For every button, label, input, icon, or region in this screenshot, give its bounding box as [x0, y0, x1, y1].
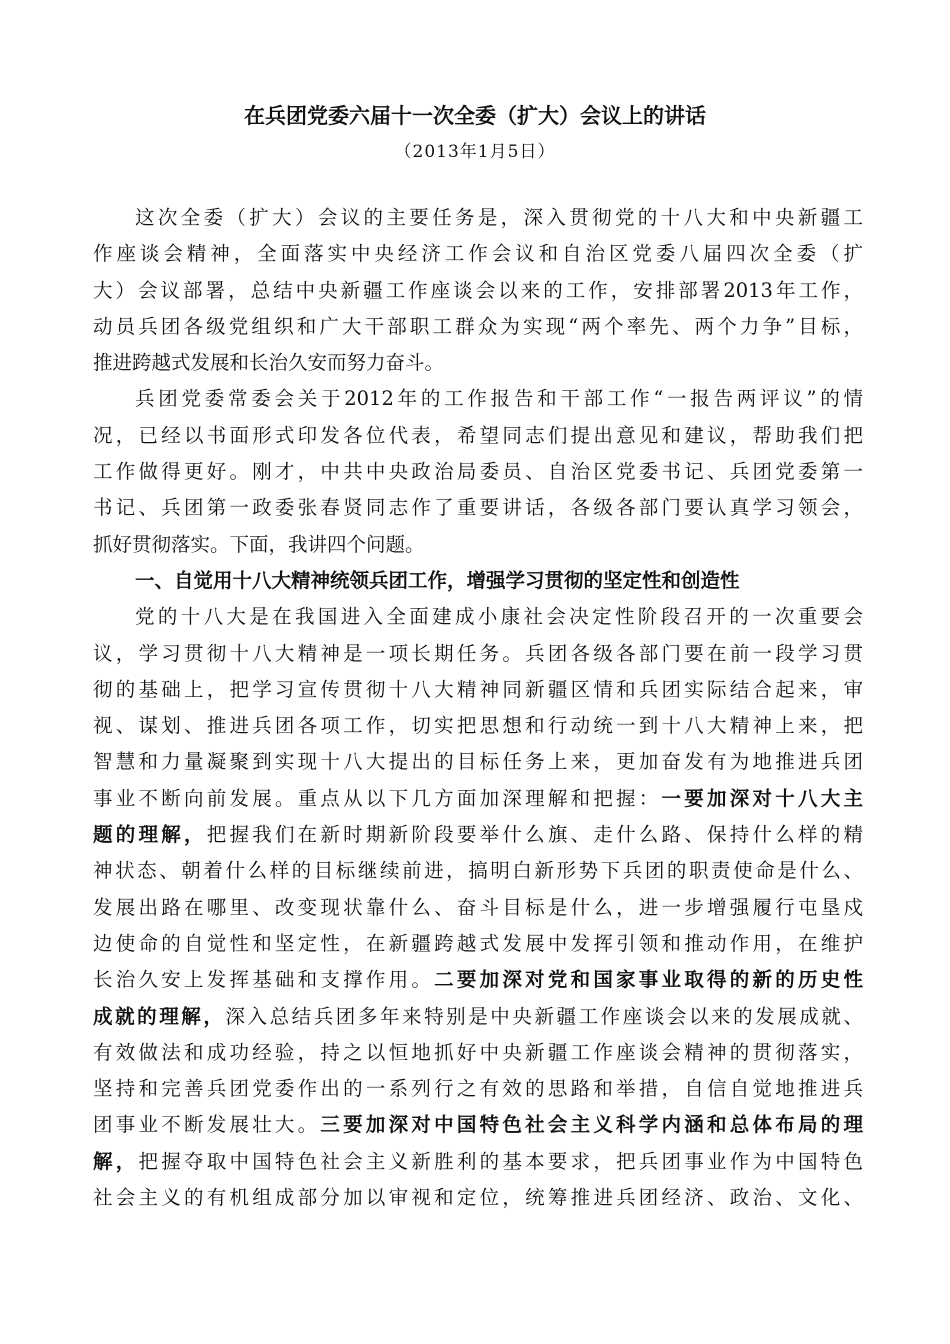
- line-text: 长治久安上发挥基础和支撑作用。: [93, 968, 435, 992]
- line-text: 动员兵团各级党组织和广大干部职工群众为实现“两个率先、两个力争”目标，: [93, 314, 863, 338]
- emphasis-text: 题的理解，: [93, 823, 207, 847]
- line-text: 视、谋划、推进兵团各项工作，切实把思想和行动统一到十八大精神上来，把: [93, 714, 863, 738]
- emphasis-text: 三要加深对中国特色社会主义科学内涵和总体布局的理: [320, 1113, 863, 1137]
- text-line: [93, 599, 863, 635]
- line-text: 这次全委（扩大）会议的主要任务是，深入贯彻党的十八大和中央新疆工: [135, 206, 863, 229]
- line-text: 社会主义的有机组成部分加以审视和定位，统筹推进兵团经济、政治、文化、: [93, 1186, 863, 1210]
- line-text: 一、自觉用十八大精神统领兵团工作，增强学习贯彻的坚定性和创造性: [135, 568, 740, 592]
- line-text: 把握夺取中国特色社会主义新胜利的基本要求，把兵团事业作为中国特色: [138, 1149, 863, 1173]
- line-text: 推进跨越式发展和长治久安而努力奋斗。: [93, 351, 445, 375]
- text-line: [93, 672, 863, 708]
- text-line: [93, 1071, 863, 1107]
- document-title: 在兵团党委六届十一次全委（扩大）会议上的讲话: [244, 103, 706, 128]
- line-text: 发展出路在哪里、改变现状靠什么、奋斗目标是什么，进一步增强履行屯垦戍: [93, 895, 863, 919]
- line-text: 边使命的自觉性和坚定性，在新疆跨越式发展中发挥引领和推动作用，在维护: [93, 931, 863, 955]
- document-body: [93, 200, 863, 1216]
- text-line: [93, 962, 863, 998]
- text-line: [93, 200, 863, 236]
- text-line: [93, 1035, 863, 1071]
- text-line: [93, 454, 863, 490]
- line-text: 作座谈会精神，全面落实中央经济工作会议和自治区党委八届四次全委（扩: [93, 242, 863, 266]
- section-heading: [93, 563, 863, 599]
- line-text: 把握我们在新时期新阶段要举什么旗、走什么路、保持什么样的精: [206, 823, 863, 847]
- line-text: 坚持和完善兵团党委作出的一系列行之有效的思路和举措，自信自觉地推进兵: [93, 1077, 863, 1101]
- text-line: [93, 273, 863, 309]
- text-line: [93, 636, 863, 672]
- text-line: [93, 999, 863, 1035]
- text-line: [93, 1107, 863, 1143]
- line-text: 党的十八大是在我国进入全面建成小康社会决定性阶段召开的一次重要会: [135, 605, 863, 629]
- line-text: 团事业不断发展壮大。: [93, 1113, 321, 1137]
- text-line: [93, 708, 863, 744]
- line-text: 工作做得更好。刚才，中共中央政治局委员、自治区党委书记、兵团党委第一: [93, 460, 863, 484]
- text-line: [93, 890, 863, 926]
- text-line: [93, 309, 863, 345]
- emphasis-text: 一要加深对十八大主: [661, 786, 863, 810]
- line-text: 抓好贯彻落实。下面，我讲四个问题。: [93, 532, 425, 556]
- text-line: [93, 744, 863, 780]
- emphasis-text: 解，: [93, 1149, 139, 1173]
- line-text: 况，已经以书面形式印发各位代表，希望同志们提出意见和建议，帮助我们把: [93, 423, 863, 447]
- line-text: 有效做法和成功经验，持之以恒地抓好中央新疆工作座谈会精神的贯彻落实，: [93, 1040, 863, 1064]
- text-line: [93, 817, 863, 853]
- line-text: 事业不断向前发展。重点从以下几方面加深理解和把握：: [93, 786, 662, 810]
- text-line: [93, 418, 863, 454]
- line-text: 智慧和力量凝聚到实现十八大提出的目标任务上来，更加奋发有为地推进兵团: [93, 750, 863, 774]
- emphasis-text: 成就的理解，: [93, 1004, 226, 1028]
- text-line: [93, 236, 863, 272]
- text-line: [93, 853, 863, 889]
- line-text: 彻的基础上，把学习宣传贯彻十八大精神同新疆区情和兵团实际结合起来，审: [93, 677, 863, 701]
- text-line: [93, 1180, 863, 1216]
- line-text: 议，学习贯彻十八大精神是一项长期任务。兵团各级各部门要在前一段学习贯: [93, 641, 863, 665]
- line-text: 神状态、朝着什么样的目标继续前进，搞明白新形势下兵团的职责使命是什么、: [93, 859, 863, 883]
- text-line: [93, 527, 863, 563]
- text-line: [93, 381, 863, 417]
- text-line: [93, 345, 863, 381]
- text-line: [93, 781, 863, 817]
- line-text: 大）会议部署，总结中央新疆工作座谈会以来的工作，安排部署2013年工作，: [93, 278, 863, 302]
- line-text: 兵团党委常委会关于2012年的工作报告和干部工作“一报告两评议”的情: [135, 387, 863, 411]
- text-line: [93, 926, 863, 962]
- document-date: （2013年1月5日）: [394, 142, 556, 162]
- text-line: [93, 490, 863, 526]
- line-text: 书记、兵团第一政委张春贤同志作了重要讲话，各级各部门要认真学习领会，: [93, 496, 863, 520]
- line-text: 深入总结兵团多年来特别是中央新疆工作座谈会以来的发展成就、: [225, 1004, 863, 1028]
- emphasis-text: 二要加深对党和国家事业取得的新的历史性: [434, 968, 863, 992]
- text-line: [93, 1144, 863, 1180]
